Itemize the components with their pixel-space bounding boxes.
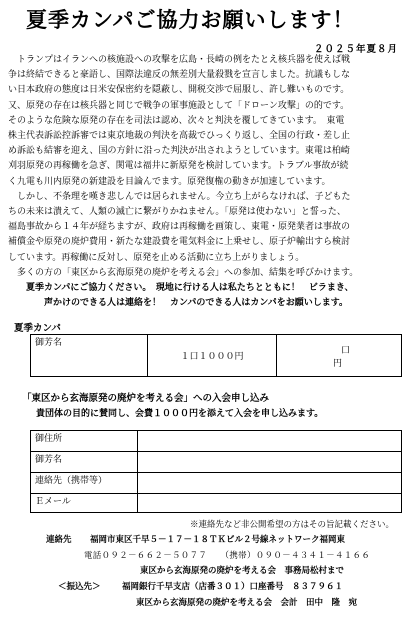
body-line: め訴訟も結審を迎え、国の方針に沿った判決が出されようとしています。東電は柏崎 [8, 146, 350, 157]
body-line: 刈羽原発の再稼働を急ぎ、関電は福井に新原発を検討しています。トラブル事故が続 [8, 161, 349, 172]
body-line: 又、原発の存在は核兵器と同じで戦争の軍事施設として「ドローン攻撃」の的です。 [8, 100, 350, 111]
contact-address: 福岡市東区千早５－１７－１８ＴＫビル２号線ネットワーク福岡東 [90, 535, 346, 545]
body-line: 夏季カンパにご協力ください。 現地に行ける人は私たちとともに！ ビラまき、 [8, 283, 354, 294]
email-label: Ｅメール [31, 494, 138, 513]
body-line: しかし、不条理を嘆き悲しんでは居られません。今立ち上がらなければ、子どもた [8, 191, 351, 202]
contact-label: 連絡先 [46, 535, 72, 545]
contact-org: 東区から玄海原発の廃炉を考える会 事務局松村まで [140, 566, 345, 576]
address-field[interactable] [138, 431, 402, 452]
membership-lead: 貴団体の目的に賛同し、会費１０００円を添えて入会を申し込みます。 [36, 409, 324, 419]
page-title: 夏季カンパご協力お願いします！ [26, 8, 355, 32]
kampa-count-text: 口 [341, 345, 351, 356]
kampa-form [30, 334, 402, 377]
body-line: 多くの方の「東区から玄海原発の廃炉を考える会」への参加、結集を呼びかけます。 [8, 267, 359, 278]
member-name-field[interactable] [138, 452, 402, 473]
kampa-unit-cell[interactable] [148, 335, 277, 377]
contact-phones: 電話０９２－６６２－５０７７ （携帯）０９０－４３４１－４１６６ [84, 551, 371, 561]
body-line: ちの未来は潰えて、人類の滅亡に繋がりかねません。「原発は使わない」と誓った、 [8, 207, 346, 218]
body-line: く九電も川内原発の新建設を目論んでます。原発復権の動きが加速しています。 [8, 176, 331, 187]
body-line: 補償金や原発の廃炉費用・新たな建設費を電気料金に上乗せし、原子炉輸出すら検討 [8, 237, 351, 248]
body-line: 福島事故から１４年が経ちますが、政府は再稼働を画策し、東電・原発業者は事故の [8, 222, 351, 233]
body-line: 声かけのできる人は連絡を！ カンパのできる人はカンパをお願いします。 [8, 298, 349, 309]
transfer-label: ＜振込先＞ [58, 582, 101, 592]
membership-heading: 「東区から玄海原発の廃炉を考える会」への入会申し込み [22, 393, 270, 404]
kampa-yen-text: 円 [333, 358, 343, 369]
membership-form [30, 430, 402, 513]
issue-date: ２０２５年夏８月 [313, 44, 398, 55]
body-line: しています。再稼働に反対し、原発を止める活動に立ち上がりましょう。 [8, 252, 305, 263]
address-label: 御住所 [31, 431, 138, 452]
bank-account: 福岡銀行千早支店（店番３０１）口座番号 ８３７９６１ [122, 582, 344, 592]
kampa-unit-text: １口１０００円 [180, 352, 244, 362]
account-holder: 東区から玄海原発の廃炉を考える会 会計 田中 隆 宛 [136, 598, 358, 608]
body-line: 争は終結できると豪語し、国際法違反の無差別大量殺戮を宣言しました。抗議もしな [8, 70, 351, 81]
appeal-body [8, 53, 408, 311]
body-line: トランプはイランへの核施設への攻撃を広島・長崎の例をたとえ核兵器を使えば戦 [8, 55, 351, 65]
body-line: 株主代表訴訟控訴審では東京地裁の判決を高裁でひっくり返し、全国の行政・差し止 [8, 131, 351, 142]
phone-field[interactable] [138, 473, 402, 494]
privacy-note: ※連絡先など非公開希望の方はその旨記載ください。 [189, 520, 394, 530]
kampa-heading: 夏季カンパ [14, 323, 61, 334]
body-line: い日本政府の態度は日米安保密約を隠蔽し、開税交渉で屈服し、許し難いものです。 [8, 85, 350, 96]
kampa-name-label: 御芳名 [31, 335, 148, 377]
body-line: そのような危険な原発の存在を司法は認め、次々と判決を覆してきています。 東電 [8, 115, 345, 126]
email-field[interactable] [138, 494, 402, 513]
kampa-amount-cell[interactable] [277, 335, 402, 377]
phone-label: 連絡先（携帯等） [31, 473, 138, 494]
member-name-label: 御芳名 [31, 452, 138, 473]
